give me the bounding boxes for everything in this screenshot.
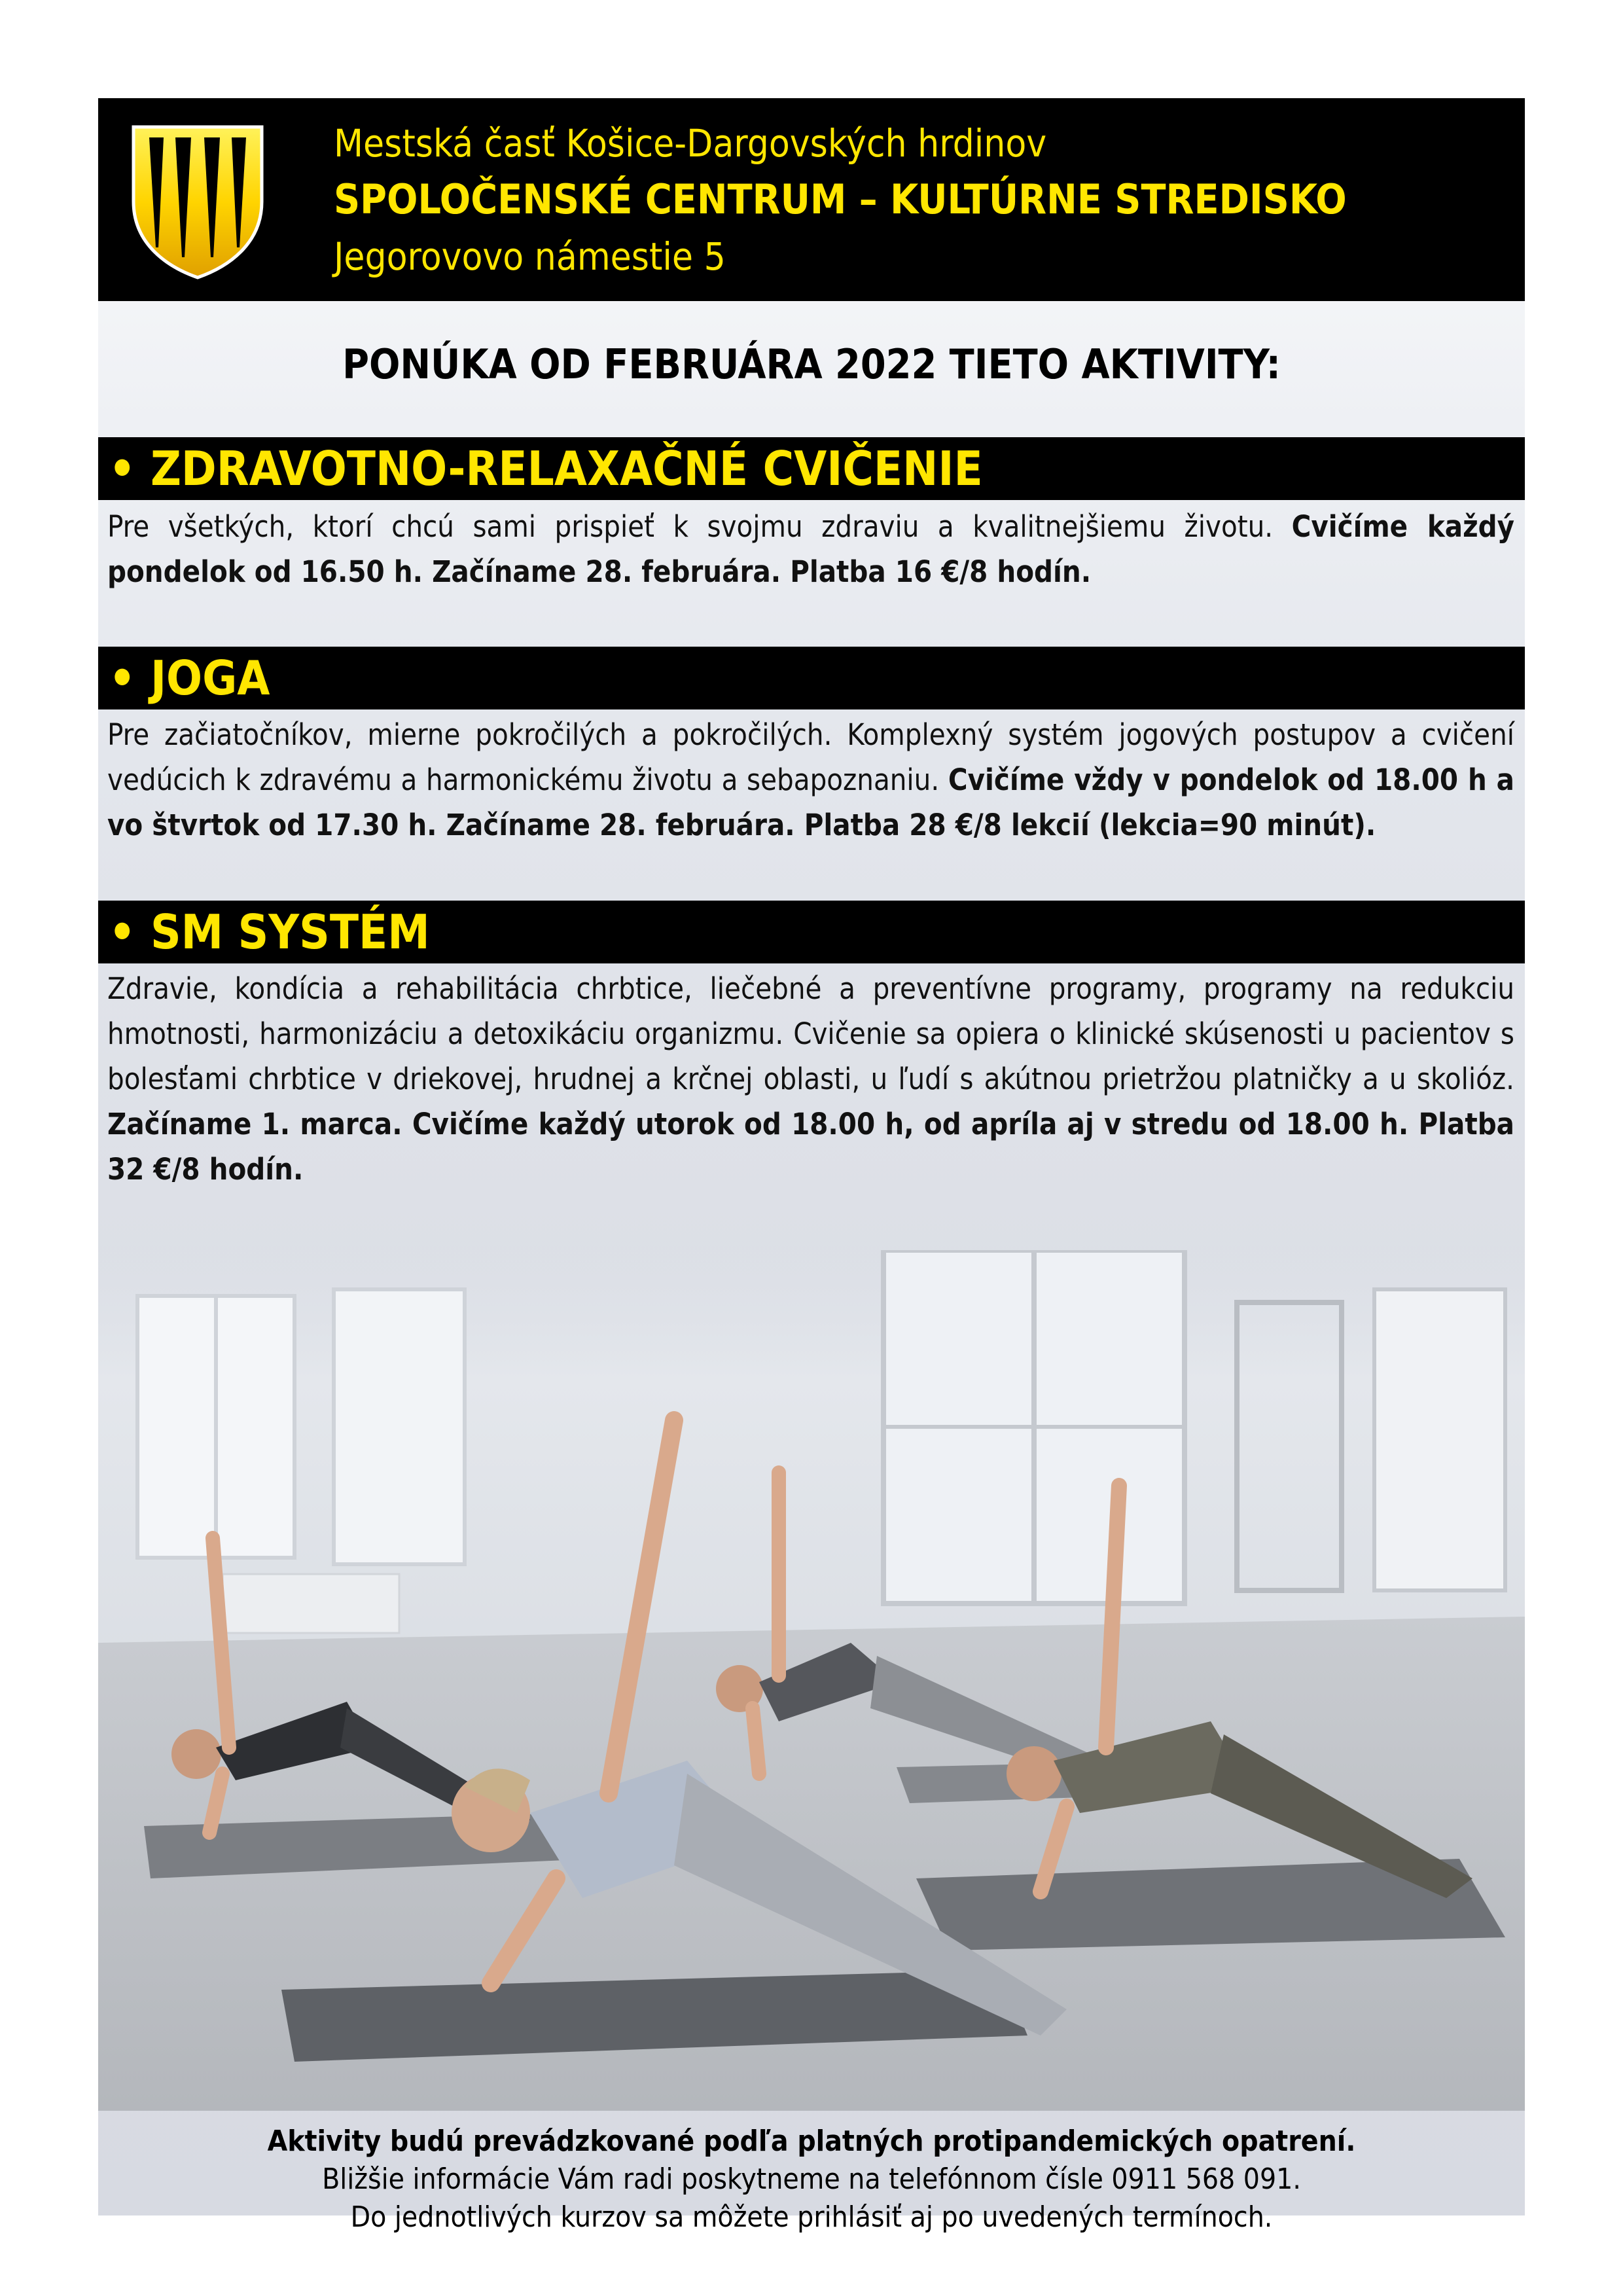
footer-registration: Do jednotlivých kurzov sa môžete prihlásiť aj po uvedených termínoch. bbox=[350, 2200, 1273, 2234]
footer-notice: Aktivity budú prevádzkované podľa platných protipandemických opatrení. bbox=[267, 2125, 1356, 2158]
page-title: PONÚKA OD FEBRUÁRA 2022 TIETO AKTIVITY: bbox=[342, 340, 1281, 388]
poster bbox=[98, 98, 1525, 2234]
municipality-name: Mestská časť Košice-Dargovských hrdinov bbox=[334, 121, 1047, 166]
section-title: • SM SYSTÉM bbox=[109, 905, 430, 960]
section-bold-text: Cvičíme vždy v pondelok od 18.00 h a vo štvrtok od 17.30 h. Začíname 28. februára. Platba 28 €/8 lekcií (lekcia=90 minút). bbox=[107, 762, 1514, 842]
section-text: Zdravie, kondícia a rehabilitácia chrbtice, liečebné a preventívne programy, programy na redukciu hmotnosti, harmonizáciu a detoxikáciu organizmu. Cvičenie sa opiera o klinické skúsenosti u pacientov s bolesťami chrbtice v driekovej, hrudnej a krčnej oblasti, u ľudí s akútnou prietržou platničky a u skolióz. bbox=[107, 971, 1514, 1096]
footer-info bbox=[98, 2111, 1525, 2234]
section-body-relaxation bbox=[107, 504, 1514, 594]
section-text: Pre všetkých, ktorí chcú sami prispieť k svojmu zdraviu a kvalitnejšiemu životu. bbox=[107, 509, 1292, 544]
header-banner bbox=[98, 98, 1525, 301]
section-title: • JOGA bbox=[109, 651, 270, 706]
section-title: • ZDRAVOTNO-RELAXAČNÉ CVIČENIE bbox=[109, 441, 983, 496]
section-body-sm-system bbox=[107, 966, 1514, 1192]
section-bar-sm-system bbox=[98, 901, 1525, 963]
section-body-yoga bbox=[107, 712, 1514, 848]
footer-contact: Bližšie informácie Vám radi poskytneme na telefónnom čísle 0911 568 091. bbox=[322, 2162, 1301, 2196]
center-name: SPOLOČENSKÉ CENTRUM – KULTÚRNE STREDISKO bbox=[334, 175, 1347, 223]
section-bold-text: Začíname 1. marca. Cvičíme každý utorok od 18.00 h, od apríla aj v stredu od 18.00 h. Platba 32 €/8 hodín. bbox=[107, 1107, 1514, 1187]
section-bar-yoga bbox=[98, 647, 1525, 709]
section-bold-text: Cvičíme každý pondelok od 16.50 h. Začíname 28. februára. Platba 16 €/8 hodín. bbox=[107, 509, 1514, 589]
section-bar-relaxation bbox=[98, 437, 1525, 500]
coat-of-arms-icon bbox=[130, 123, 266, 280]
address: Jegorovovo námestie 5 bbox=[334, 234, 726, 279]
section-text: Pre začiatočníkov, mierne pokročilých a pokročilých. Komplexný systém jogových postupov a cvičení vedúcich k zdravému a harmonickému životu a sebapoznaniu. bbox=[107, 717, 1514, 797]
yoga-class-photo bbox=[98, 1250, 1525, 2111]
